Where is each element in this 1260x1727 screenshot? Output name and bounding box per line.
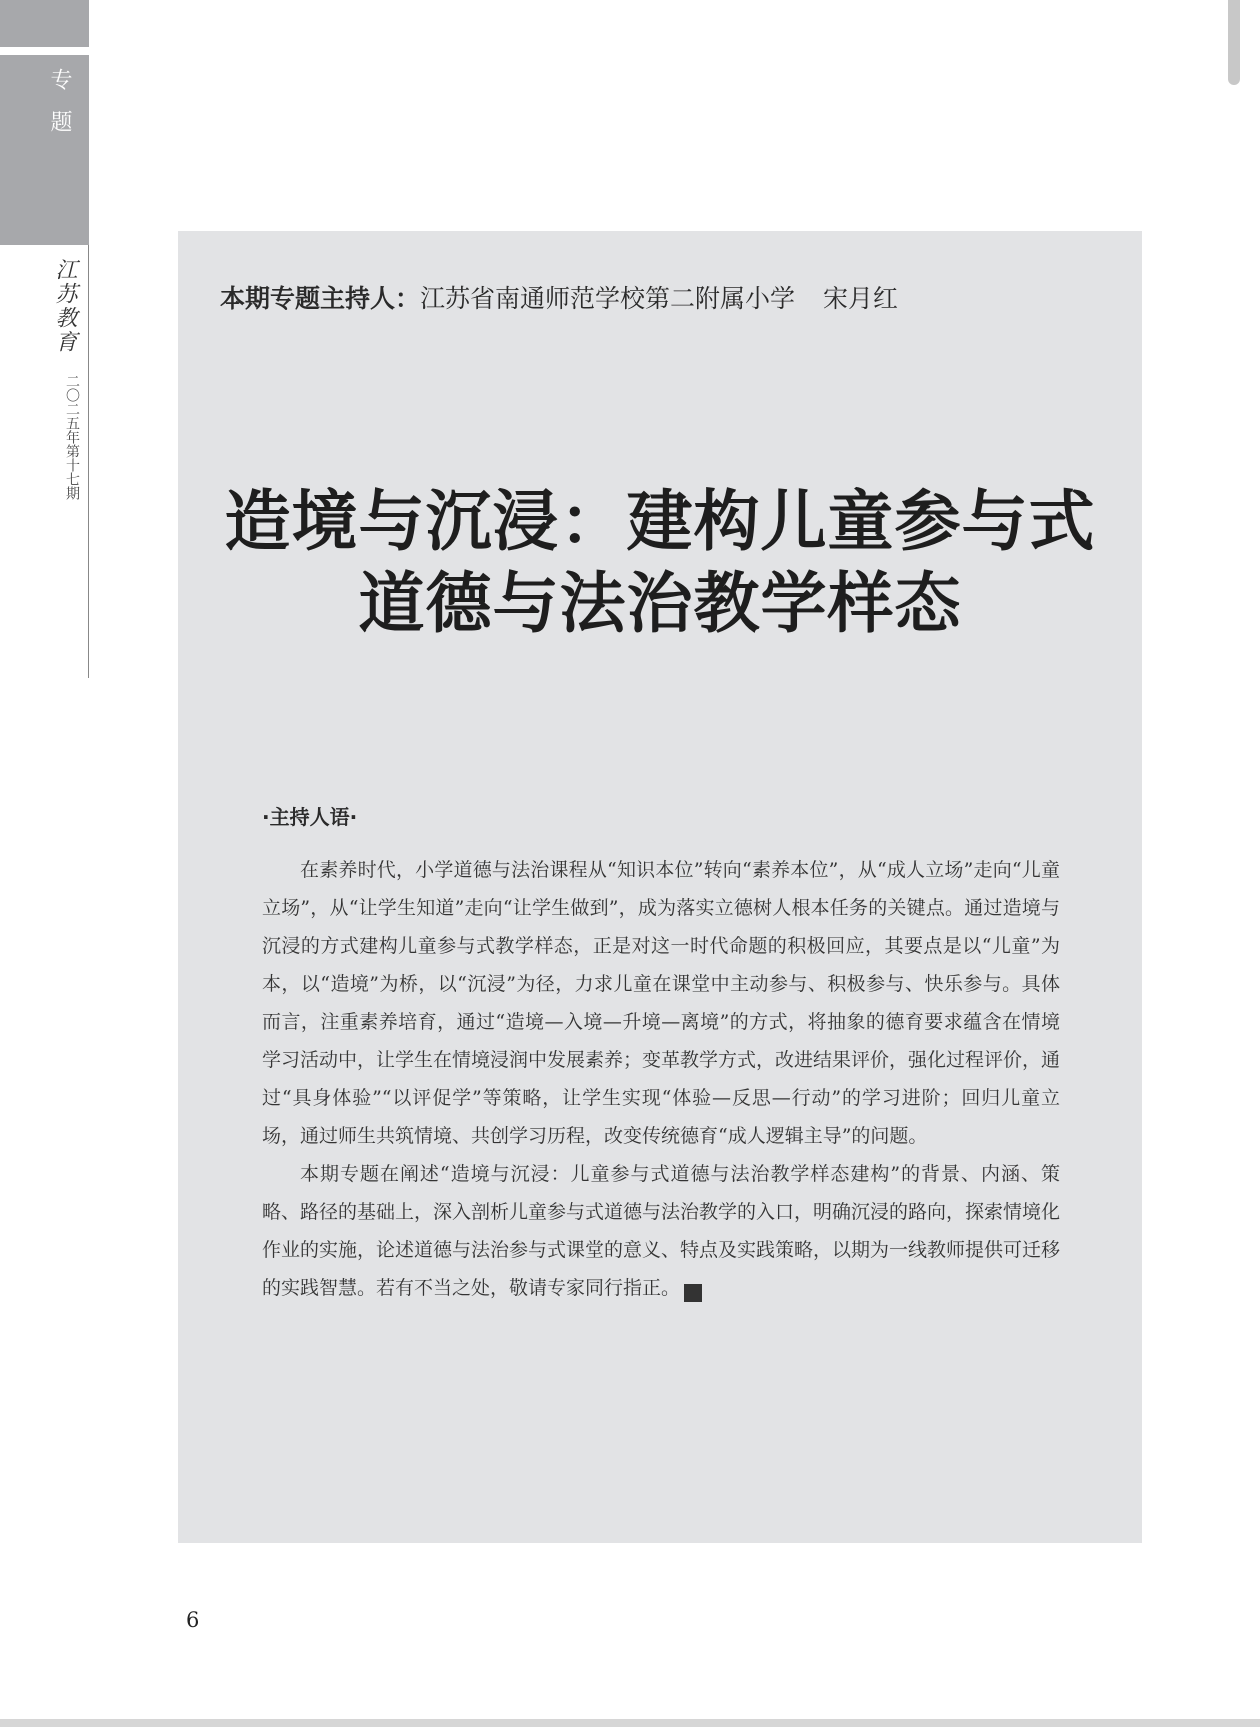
page-number: 6 [186,1608,200,1632]
topic-panel [178,231,1142,1543]
article-title [178,481,1142,645]
bottom-bar [0,1719,1260,1727]
scrollbar-thumb[interactable] [1228,0,1240,85]
section-tab-label: 专题 [47,68,72,152]
intro-paragraph-text: 本期专题在阐述“造境与沉浸：儿童参与式道德与法治教学样态建构”的背景、内涵、策略、路径的基础上，深入剖析儿童参与式道德与法治教学的入口，明确沉浸的路向，探索情境化作业的实施，论述道德与法治参与式课堂的意义、特点及实践策略，以期为一线教师提供可迁移的实践智慧。若有不当之处，敬请专家同行指正。 [262,1163,1061,1299]
intro-heading: ·主持人语· [262,805,358,829]
host-affiliation: 江苏省南通师范学校第二附属小学 [420,284,796,313]
journal-name: 江苏教育 [52,258,77,354]
title-line-1: 造境与沉浸：建构儿童参与式 [224,483,1096,560]
host-label: 本期专题主持人： [220,284,421,313]
intro-paragraph: 在素养时代，小学道德与法治课程从“知识本位”转向“素养本位”，从“成人立场”走向“儿童立场”，从“让学生知道”走向“让学生做到”，成为落实立德树人根本任务的关键点。通过造境与沉浸的方式建构儿童参与式教学样态，正是对这一时代命题的积极回应，其要点是以“儿童”为本，以“造境”为桥，以“沉浸”为径，力求儿童在课堂中主动参与、积极参与、快乐参与。具体而言，注重素养培育，通过“造境—入境—升境—离境”的方式，将抽象的德育要求蕴含在情境学习活动中，让学生在情境浸润中发展素养；变革教学方式，改进结果评价，强化过程评价，通过“具身体验”“以评促学”等策略，让学生实现“体验—反思—行动”的学习进阶；回归儿童立场，通过师生共筑情境、共创学习历程，改变传统德育“成人逻辑主导”的问题。 [262,859,1061,1147]
spine-divider [88,245,89,678]
end-of-article-icon: ▶ [684,1284,702,1302]
top-margin-block [0,0,89,47]
journal-issue: 二〇二五年第十七期 [64,374,80,500]
intro-body [262,851,1060,1307]
intro-paragraph [262,1155,1060,1307]
title-line-2: 道德与法治教学样态 [358,565,962,642]
host-name: 宋月红 [823,284,899,313]
host-line [220,279,898,315]
